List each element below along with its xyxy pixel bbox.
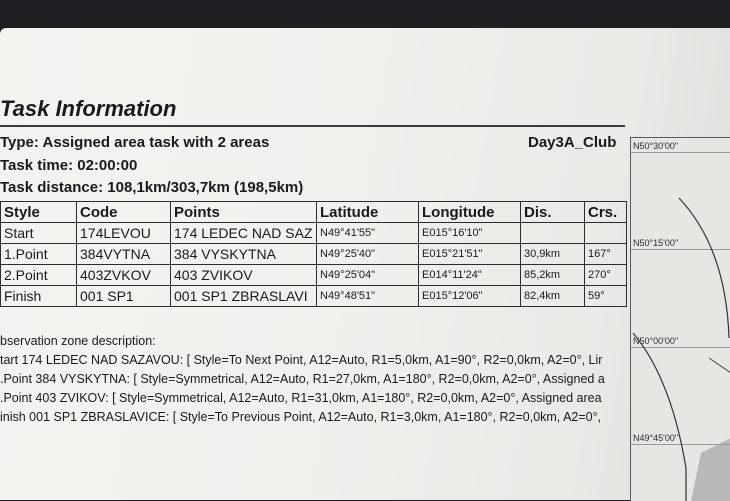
task-leg-line (709, 358, 730, 373)
cell-longitude: E015°12'06" (419, 286, 521, 307)
cell-style: Start (1, 223, 77, 244)
cell-point: 384 VYSKYTNA (171, 244, 317, 265)
cell-style: Finish (1, 286, 77, 307)
task-area-map-graphic (631, 138, 730, 501)
cell-point: 001 SP1 ZBRASLAVI (171, 286, 317, 307)
cell-point: 174 LEDEC NAD SAZ (171, 223, 317, 244)
title-divider (0, 125, 625, 127)
latitude-label: N49°45'00" (633, 433, 679, 443)
turnpoint-table (0, 201, 627, 307)
task-distance-line: Task distance: 108,1km/303,7km (198,5km) (0, 179, 304, 196)
cell-latitude: N49°48'51" (317, 286, 419, 307)
table-row (1, 223, 627, 244)
cell-distance (521, 223, 585, 244)
cell-code: 174LEVOU (77, 223, 171, 244)
header-distance: Dis. (521, 202, 585, 223)
task-map-panel (630, 137, 730, 501)
latitude-label: N50°00'00" (633, 336, 679, 346)
header-code: Code (77, 202, 171, 223)
header-latitude: Latitude (317, 202, 419, 223)
shaded-area (691, 438, 730, 501)
page-title: Task Information (0, 96, 177, 121)
cell-latitude: N49°25'04" (317, 265, 419, 286)
cell-latitude: N49°25'40" (317, 244, 419, 265)
latitude-label: N50°15'00" (633, 238, 679, 248)
observation-zone-line: tart 174 LEDEC NAD SAZAVOU: [ Style=To Next Point, A12=Auto, R1=5,0km, A1=90°, R2=0,0km, A2=0°, Lir (0, 353, 603, 367)
cell-longitude: E014°11'24" (419, 265, 521, 286)
cell-longitude: E015°16'10" (419, 223, 521, 244)
day-label: Day3A_Club (528, 134, 617, 151)
observation-zone-title: bservation zone description: (0, 334, 156, 348)
cell-course: 270° (585, 265, 627, 286)
cell-style: 1.Point (1, 244, 77, 265)
task-time-line: Task time: 02:00:00 (0, 157, 138, 174)
cell-distance: 30,9km (521, 244, 585, 265)
header-course: Crs. (585, 202, 627, 223)
printed-page (0, 28, 730, 500)
cell-latitude: N49°41'55" (317, 223, 419, 244)
observation-zone-line: .Point 403 ZVIKOV: [ Style=Symmetrical, A12=Auto, R1=31,0km, A1=180°, R2=0,0km, A2=0°, Assigned area (0, 391, 602, 405)
cell-distance: 85,2km (521, 265, 585, 286)
cell-code: 001 SP1 (77, 286, 171, 307)
cell-code: 403ZVKOV (77, 265, 171, 286)
table-header-row (1, 202, 627, 223)
observation-zone-line: .Point 384 VYSKYTNA: [ Style=Symmetrical, A12=Auto, R1=27,0km, A1=180°, R2=0,0km, A2=0°, Assigned a (0, 372, 605, 386)
cell-course: 59° (585, 286, 627, 307)
table-row (1, 265, 627, 286)
cell-distance: 82,4km (521, 286, 585, 307)
observation-zone-line: inish 001 SP1 ZBRASLAVICE: [ Style=To Previous Point, A12=Auto, R1=3,0km, A1=180°, R2=0,0km, A2=0°, (0, 410, 602, 424)
cell-point: 403 ZVIKOV (171, 265, 317, 286)
table-row (1, 286, 627, 307)
assigned-area-arc (633, 333, 686, 501)
cell-course (585, 223, 627, 244)
latitude-label: N50°30'00" (633, 141, 679, 151)
cell-course: 167° (585, 244, 627, 265)
cell-longitude: E015°21'51" (419, 244, 521, 265)
header-longitude: Longitude (419, 202, 521, 223)
assigned-area-arc (679, 198, 729, 338)
cell-code: 384VYTNA (77, 244, 171, 265)
cell-style: 2.Point (1, 265, 77, 286)
task-type-line: Type: Assigned area task with 2 areas (0, 134, 270, 151)
header-points: Points (171, 202, 317, 223)
table-row (1, 244, 627, 265)
header-style: Style (1, 202, 77, 223)
